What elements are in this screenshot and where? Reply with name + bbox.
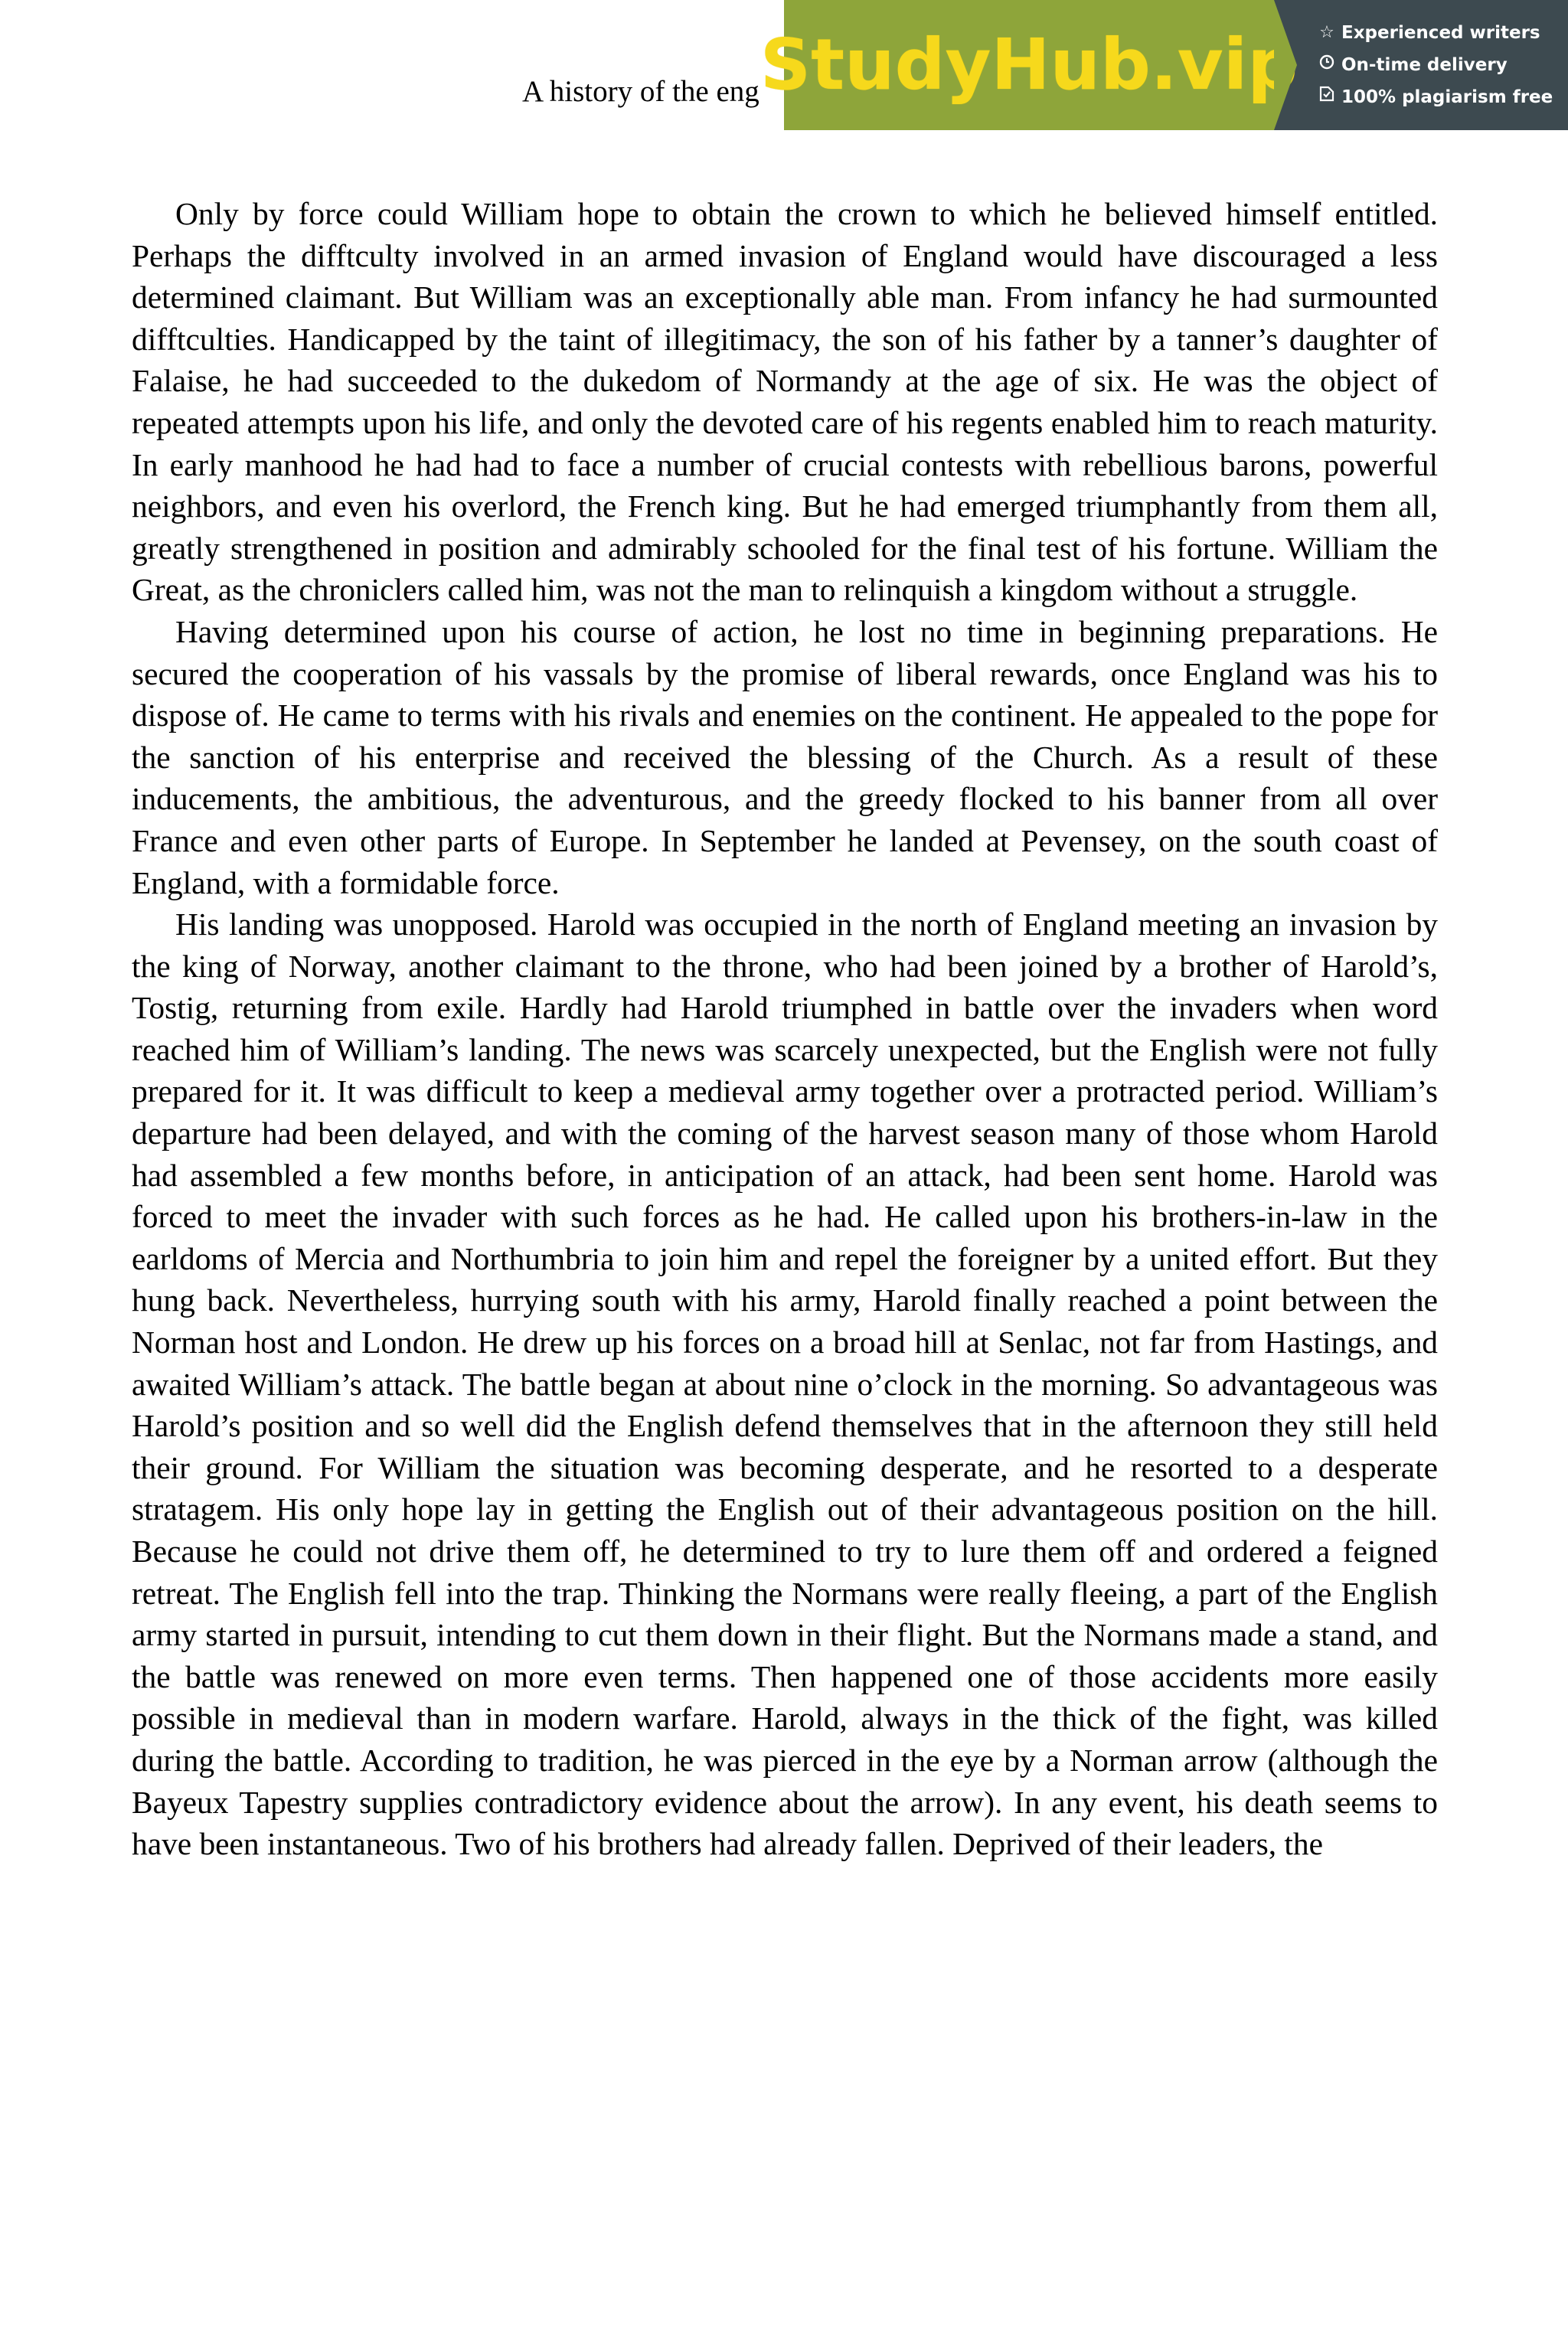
ad-banner[interactable] bbox=[760, 0, 1568, 130]
document-body bbox=[132, 193, 1438, 1865]
star-icon: ☆ bbox=[1319, 23, 1334, 42]
ad-feature-label: On-time delivery bbox=[1341, 55, 1508, 75]
ad-logo-area[interactable] bbox=[760, 0, 1298, 130]
ad-feature-item bbox=[1318, 52, 1568, 78]
arrow-divider-icon bbox=[1274, 0, 1297, 130]
paragraph: Having determined upon his course of action, he lost no time in beginning preparations. He secured the cooperation of his vassals by the promise of liberal rewards, once England was his to dispose of. He came to terms with his rivals and enemies on the continent. He appealed to the pope for the sanction of his enterprise and received the blessing of the Church. As a result of these inducements, the ambitious, the adventurous, and the greedy flocked to his banner from all over France and even other parts of Europe. In September he landed at Pevensey, on the south coast of England, with a formidable force. bbox=[132, 613, 1438, 900]
ad-feature-list bbox=[1274, 0, 1568, 130]
ad-feature-item bbox=[1318, 84, 1568, 110]
ad-feature-label: 100% plagiarism free bbox=[1341, 87, 1553, 107]
studyhub-logo[interactable]: StudyHub.vip bbox=[760, 24, 1298, 106]
shield-check-icon bbox=[1318, 84, 1335, 110]
ad-feature-label: Experienced writers bbox=[1341, 23, 1540, 43]
paragraph: His landing was unopposed. Harold was occupied in the north of England meeting an invasion by the king of Norway, another claimant to the throne, who had been joined by a brother of Harold’s, Tostig, returning from exile. Hardly had Harold triumphed in battle over the invaders when word reached him of William’s landing. The news was scarcely unexpected, but the English were not fully prepared for it. It was difficult to keep a medieval army together over a protracted period. William’s departure had been delayed, and with the coming of the harvest season many of those whom Harold had assembled a few months before, in anticipation of an attack, had been sent home. Harold was forced to meet the invader with such forces as he had. He called upon his brothers-in-law in the earldoms of Mercia and Northumbria to join him and repel the foreigner by a united effort. But they hung back. Nevertheless, hurrying south with his army, Harold finally reached a point between the Norman host and London. He drew up his forces on a broad hill at Senlac, not far from Hastings, and awaited William’s attack. The battle began at about nine o’clock in the morning. So advantageous was Harold’s position and so well did the English defend themselves that in the afternoon they still held their ground. For William the situation was becoming desperate, and he resorted to a desperate stratagem. His only hope lay in getting the English out of their advantageous position on the hill. Because he could not drive them off, he determined to try to lure them off and ordered a feigned retreat. The English fell into the trap. Thinking the Normans were really fleeing, a part of the English army started in pursuit, intending to cut them down in their flight. But the Normans made a stand, and the battle was renewed on more even terms. Then happened one of those accidents more easily possible in medieval than in modern warfare. Harold, always in the thick of the fight, was killed during the battle. According to tradition, he was pierced in the eye by a Norman arrow (although the Bayeux Tapestry supplies contradictory evidence about the arrow). In any event, his death seems to have been instantaneous. Two of his brothers had already fallen. Deprived of their leaders, the bbox=[132, 906, 1438, 1862]
clock-icon bbox=[1318, 52, 1335, 78]
running-header: A history of the eng bbox=[522, 75, 760, 108]
ad-feature-item bbox=[1318, 20, 1568, 46]
paragraph: Only by force could William hope to obtain the crown to which he believed himself entitled. Perhaps the difftculty involved in an armed invasion of England would have discouraged a less determined claimant. But William was an exceptionally able man. From infancy he had surmounted difftculties. Handicapped by the taint of illegitimacy, the son of his father by a tanner’s daughter of Falaise, he had succeeded to the dukedom of Normandy at the age of six. He was the object of repeated attempts upon his life, and only the devoted care of his regents enabled him to reach maturity. In early manhood he had had to face a number of crucial contests with rebellious barons, powerful neighbors, and even his overlord, the French king. But he had emerged triumphantly from them all, greatly strengthened in position and admirably schooled for the final test of his fortune. William the Great, as the chroniclers called him, was not the man to relinquish a kingdom without a struggle. bbox=[132, 196, 1438, 608]
